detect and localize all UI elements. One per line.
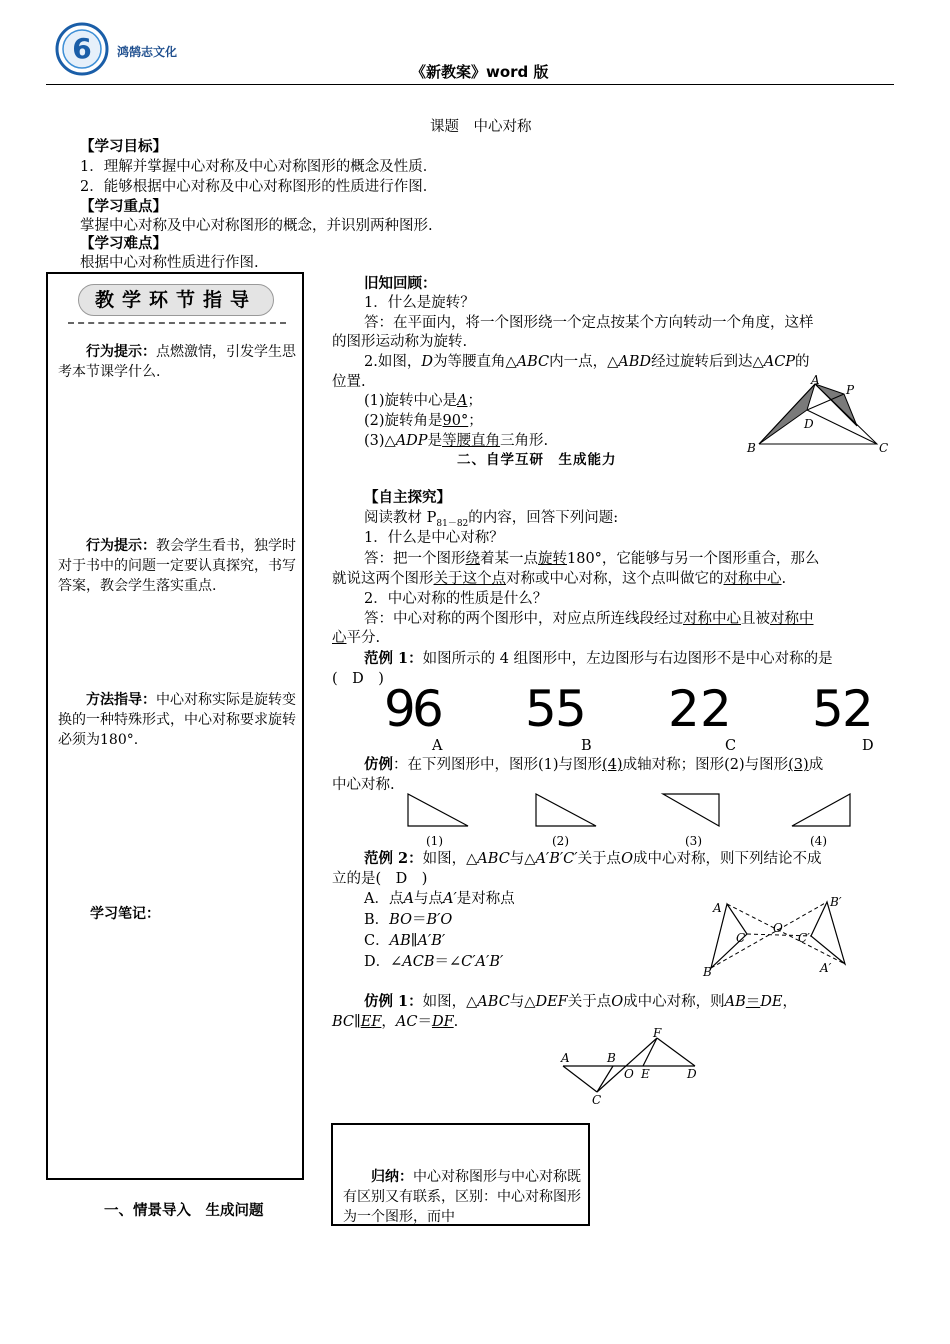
- abc-def-figure: [555, 1028, 705, 1106]
- review-heading: 旧知回顾：: [364, 275, 437, 292]
- option-label: C: [725, 738, 737, 754]
- fig-label: B: [703, 965, 712, 979]
- summary-text: 归纳：中心对称图形与中心对称既有区别又有联系，区别：中心对称图形为一个图形，而中: [343, 1169, 581, 1225]
- example1-text: 范例 1：如图所示的 4 组图形中，左边图形与右边图形不是中心对称的是: [364, 650, 833, 667]
- fig-label: B: [747, 441, 756, 455]
- answer: 90°: [442, 413, 469, 429]
- explore-a2: 答：中心对称的两个图形中，对应点所连线段经过对称中心且被对称中: [364, 611, 814, 627]
- option-label: B: [581, 738, 592, 754]
- triangle-label: (4): [810, 834, 827, 848]
- imitation2-text: 仿例 1：如图，△ABC与△DEF关于点O成中心对称，则AB＝DE，: [364, 993, 797, 1010]
- fig-label: A: [561, 1051, 570, 1065]
- symmetry-figure: [700, 890, 860, 980]
- triangle-label: (1): [426, 834, 443, 848]
- logo-emblem-icon: [55, 22, 109, 76]
- tip-text: 点燃激情，引发学生思考本节课学什么.: [58, 344, 296, 380]
- fig-label: O: [624, 1067, 634, 1081]
- doc-title: 《新教案》word 版: [411, 63, 549, 81]
- explore-a1-cont: 就说这两个图形关于这个点对称或中心对称，这个点叫做它的对称中心.: [332, 571, 787, 587]
- tip-method: [58, 690, 296, 750]
- digit-figure: 2: [700, 680, 732, 738]
- explore-a2-cont: 心平分.: [332, 630, 381, 646]
- review-s1: (1)旋转中心是A；: [364, 393, 483, 409]
- key-points-text: 掌握中心对称及中心对称图形的概念，并识别两种图形.: [80, 218, 433, 234]
- imitation2-cont: BC∥EF，AC＝DF.: [332, 1014, 459, 1030]
- triangles-figure: [400, 788, 860, 850]
- fig-label: C: [592, 1093, 602, 1106]
- fig-label: F: [653, 1028, 662, 1040]
- section-heading-1: 一、情景导入 生成问题: [104, 1202, 264, 1219]
- difficulties-text: 根据中心对称性质进行作图.: [80, 255, 259, 271]
- example1-answer: ( D ): [332, 671, 384, 687]
- example2-option: B．BO＝B′O: [364, 912, 453, 928]
- fig-label: E: [641, 1067, 650, 1081]
- digit-figure: 2: [668, 680, 700, 738]
- imitation1-cont: 中心对称.: [332, 777, 395, 793]
- digit-figure: 9: [384, 680, 416, 738]
- example2-option: A．点A与点A′是对称点: [364, 891, 515, 907]
- key-points-heading: 【学习重点】: [80, 198, 167, 215]
- example2-cont: 立的是( D ): [332, 871, 428, 887]
- triangle-label: (3): [685, 834, 702, 848]
- answer: A: [457, 393, 468, 409]
- digit-figure: 6: [412, 680, 444, 738]
- review-q2-cont: 位置.: [332, 374, 366, 390]
- review-a1: 答：在平面内，将一个图形绕一个定点按某个方向转动一个角度，这样: [364, 315, 814, 331]
- explore-a1: 答：把一个图形绕着某一点旋转180°，它能够与另一个图形重合，那么: [364, 551, 820, 567]
- sidebar-divider: [68, 322, 286, 324]
- fig-label: P: [846, 383, 855, 397]
- digit-figure: 5: [812, 680, 844, 738]
- fig-label: D: [687, 1067, 697, 1081]
- page-title: 课题 中心对称: [430, 119, 532, 135]
- explore-heading: 【自主探究】: [364, 489, 451, 506]
- tip-behavior-2: [58, 536, 296, 596]
- review-s2: (2)旋转角是90°；: [364, 413, 483, 429]
- fig-label: A: [713, 901, 722, 915]
- tip-label: 行为提示：: [86, 538, 156, 554]
- explore-q2: 2．中心对称的性质是什么？: [364, 591, 548, 607]
- fig-label: C: [736, 931, 746, 945]
- logo-glyph: 6: [72, 32, 92, 65]
- fig-label: A: [811, 373, 820, 387]
- answer: 等腰直角: [442, 433, 501, 449]
- header-rule: [46, 84, 894, 85]
- tip-text: 中心对称实际是旋转变换的一种特殊形式，中心对称要求旋转必须为180°.: [58, 692, 296, 748]
- logo-text: 鸿鹄志文化: [117, 45, 178, 59]
- fig-label: B: [607, 1051, 616, 1065]
- review-a1-cont: 的图形运动称为旋转.: [332, 334, 468, 350]
- summary-box: [331, 1123, 590, 1226]
- digit-figure: 5: [525, 680, 557, 738]
- difficulties-heading: 【学习难点】: [80, 235, 167, 252]
- triangle-label: (2): [552, 834, 569, 848]
- review-s3: (3)△ADP是等腰直角三角形.: [364, 433, 549, 449]
- option-label: A: [432, 738, 443, 754]
- explore-read: 阅读教材 $P_{81-82}$的内容，回答下列问题:: [364, 510, 619, 529]
- imitation1-text: 仿例：在下列图形中，图形(1)与图形(4)成轴对称；图形(2)与图形(3)成: [364, 756, 824, 773]
- digit-figure: 5: [555, 680, 587, 738]
- example2-option: C．AB∥A′B′: [364, 933, 446, 949]
- tip-label: 行为提示：: [86, 344, 156, 360]
- objective-item: 2．能够根据中心对称及中心对称图形的性质进行作图．: [80, 179, 438, 195]
- fig-label: A′: [820, 961, 832, 975]
- fig-label: C′: [798, 931, 810, 945]
- tip-text: 教会学生看书，独学时对于书中的问题一定要认真探究，书写答案，教会学生落实重点.: [58, 538, 296, 594]
- tip-behavior-1: [58, 342, 296, 382]
- example2-option: D．∠ACB＝∠C′A′B′: [364, 954, 504, 970]
- fig-label: C: [879, 441, 889, 455]
- tip-label: 方法指导：: [86, 692, 156, 708]
- review-q2: 2.如图，D为等腰直角△ABC内一点，△ABD经过旋转后到达△ACP的: [364, 354, 810, 370]
- rotation-figure: [745, 372, 895, 456]
- digit-figure: 2: [842, 680, 874, 738]
- review-q1: 1．什么是旋转？: [364, 295, 475, 311]
- explore-q1: 1．什么是中心对称？: [364, 530, 504, 546]
- objectives-heading: 【学习目标】: [80, 138, 167, 155]
- example2-text: 范例 2：如图，△ABC与△A′B′C′关于点O成中心对称，则下列结论不成: [364, 850, 822, 867]
- option-label: D: [862, 738, 874, 754]
- fig-label: B′: [830, 895, 842, 909]
- section-heading-2: 二、自学互研 生成能力: [457, 452, 617, 468]
- notes-label: 学习笔记：: [90, 906, 160, 922]
- sidebar-box: [46, 272, 304, 1180]
- fig-label: O: [773, 921, 783, 935]
- objective-item: 1．理解并掌握中心对称及中心对称图形的概念及性质．: [80, 159, 438, 175]
- sidebar-title: 教学环节指导: [78, 284, 274, 316]
- header-logo: [55, 22, 109, 76]
- fig-label: D: [804, 417, 814, 431]
